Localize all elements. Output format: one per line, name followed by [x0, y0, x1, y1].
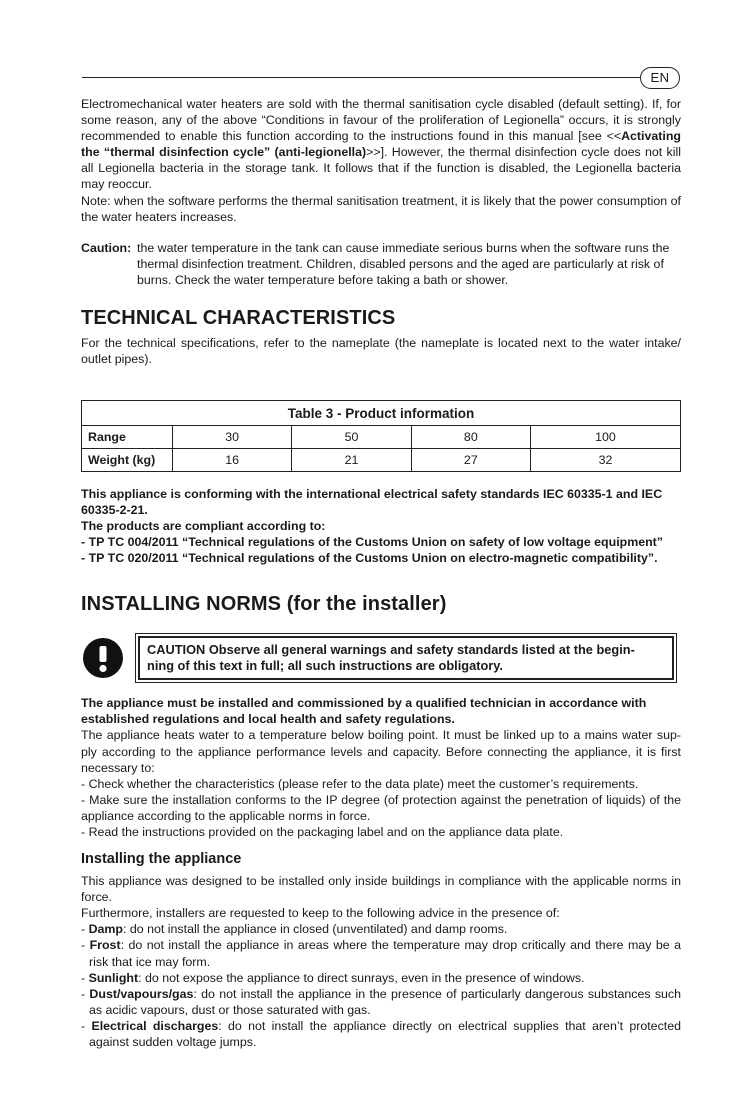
exclamation-icon [83, 638, 123, 678]
list-item: - Electrical discharges: do not install the appliance directly on electrical supplies that aren’t protected against sudden voltage jumps. [81, 1018, 681, 1049]
technical-text: For the technical specifications, refer to the nameplate (the nameplate is located next to the water intake/ outlet pipes). [81, 336, 681, 367]
table-title-row [82, 401, 681, 426]
installer-requirement: The appliance must be installed and commissioned by a qualified technician in accordance with established regulations and local health and safety regulations. [81, 696, 647, 727]
table-cell: 80 [411, 426, 530, 449]
product-info-table [81, 400, 681, 472]
table-cell: 27 [411, 449, 530, 472]
exclamation-icon-graphic [83, 638, 123, 678]
check-item: - Read the instructions provided on the packaging label and on the appliance data plate. [81, 824, 564, 839]
advice-text: : do not install the appliance in areas where the temperature may drop critically and there may be a risk that ice may form. [89, 938, 681, 969]
table-title: Table 3 - Product information [82, 401, 681, 426]
installer-paragraph: The appliance heats water to a temperature below boiling point. It must be linked up to a mains water sup- ply according to the appliance performance levels and capacity. Before connecting the appliance, it is first necessary to: [81, 728, 681, 775]
row-label-weight: Weight (kg) [82, 449, 173, 472]
table-cell: 21 [292, 449, 411, 472]
table-cell: 100 [530, 426, 680, 449]
technical-heading: TECHNICAL CHARACTERISTICS [81, 307, 396, 330]
compliance-block [81, 486, 681, 566]
advice-term: Electrical discharges [91, 1018, 219, 1033]
caution-label: Caution: [81, 240, 132, 255]
compliance-line: This appliance is conforming with the international electrical safety standards IEC 60335-1 and IEC 60335-2-21. [81, 487, 663, 518]
intro-note: Note: when the software performs the thermal sanitisation treatment, it is likely that the power consumption of the water heaters increases. [81, 193, 681, 224]
warning-text: CAUTION Observe all general warnings and safety standards listed at the begin- ning of this text in full; all such instructions are obligatory. [138, 636, 674, 680]
table-row [82, 426, 681, 449]
caution-text: the water temperature in the tank can cause immediate serious burns when the software runs the thermal disinfection treatment. Children, disabled persons and the aged are particularly at risk of burns. Check the water temperature before taking a bath or shower. [137, 240, 670, 287]
intro-section-reference: Activating the “thermal disinfection cycle” (anti-legionella) [81, 129, 681, 160]
table-cell: 30 [173, 426, 292, 449]
list-item: - Frost: do not install the appliance in areas where the temperature may drop critically and there may be a risk that ice may form. [81, 938, 681, 969]
intro-text-start: Electromechanical water heaters are sold with the thermal sanitisation cycle disabled (default setting). If, for some reason, any of the above “Conditions in favour of the proliferation of Legionella” occurs, it is strongly recommended to enable this function according to the instructions found in this manual [see << [81, 97, 681, 144]
installing-appliance-heading: Installing the appliance [81, 851, 242, 868]
appliance-paragraph: Furthermore, installers are requested to keep to the following advice in the presence of: [81, 906, 560, 921]
advice-term: Damp [88, 922, 124, 937]
caution-block [81, 240, 681, 288]
list-item: - Damp: do not install the appliance in closed (unventilated) and damp rooms. [81, 922, 508, 937]
advice-text: : do not install the appliance directly on electrical supplies that aren’t protected against sudden voltage jumps. [89, 1018, 681, 1049]
table-cell: 50 [292, 426, 411, 449]
compliance-line: - TP TC 020/2011 “Technical regulations of the Customs Union on electro-magnetic compatibility”. [81, 551, 658, 566]
intro-text-end: >>]. However, the thermal disinfection cycle does not kill all Legionella bacteria in the storage tank. It follows that if the function is disabled, the Legionella bacteria may reoccur. [81, 145, 681, 192]
row-label-range: Range [82, 426, 173, 449]
language-badge: EN [640, 67, 680, 89]
check-item: - Make sure the installation conforms to the IP degree (of protection against the penetration of liquids) of the appliance according to the applicable norms in force. [81, 792, 681, 823]
header-rule [82, 77, 640, 78]
compliance-line: - TP TC 004/2011 “Technical regulations of the Customs Union on safety of low voltage equipment” [81, 535, 664, 550]
intro-paragraph [81, 96, 681, 193]
advice-text: : do not install the appliance in closed (unventilated) and damp rooms. [123, 922, 508, 937]
page-content [81, 96, 681, 1050]
installing-heading: INSTALLING NORMS (for the installer) [81, 593, 447, 616]
advice-list [81, 921, 681, 1050]
list-item: - Dust/vapours/gas: do not install the appliance in the presence of particularly dangerous substances such as acidic vapours, dust or those saturated with gas. [81, 986, 681, 1017]
compliance-line: The products are compliant according to: [81, 519, 326, 534]
table-cell: 16 [173, 449, 292, 472]
advice-term: Dust/vapours/gas [89, 986, 194, 1001]
advice-text: : do not install the appliance in the presence of particularly dangerous substances such as acidic vapours, dust or those saturated with gas. [89, 986, 681, 1017]
table-row [82, 449, 681, 472]
list-item: - Sunlight: do not expose the appliance to direct sunrays, even in the presence of windows. [81, 970, 585, 985]
advice-term: Frost [89, 938, 121, 953]
check-item: - Check whether the characteristics (please refer to the data plate) meet the customer’s requirements. [81, 776, 639, 791]
advice-text: : do not expose the appliance to direct sunrays, even in the presence of windows. [138, 970, 585, 985]
advice-term: Sunlight [88, 970, 139, 985]
warning-box [135, 633, 677, 683]
appliance-paragraph: This appliance was designed to be installed only inside buildings in compliance with the applicable norms in force. [81, 874, 681, 905]
warning-block [81, 633, 681, 683]
table-cell: 32 [530, 449, 680, 472]
